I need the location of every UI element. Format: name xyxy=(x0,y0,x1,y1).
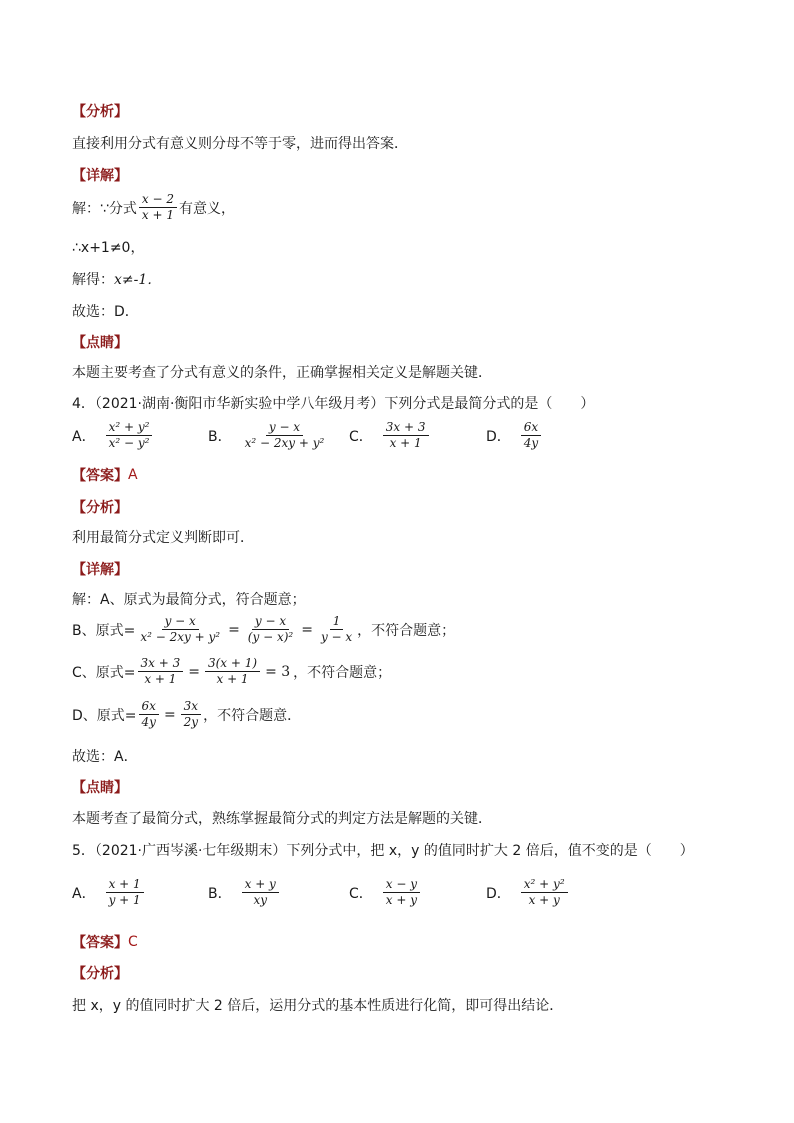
q5-analysis-text: 把 x，y 的值同时扩大 2 倍后，运用分式的基本性质进行化简，即可得出结论． xyxy=(72,998,564,1014)
solution-line-4: 故选：D． xyxy=(72,304,139,320)
q4-answer: 【答案】 A xyxy=(72,467,138,484)
q5-option-c: C． $\frac{x - y}{x + y}$ xyxy=(349,877,422,908)
solution-line-1: 解：∵分式 $\frac{x - 2}{x + 1}$ 有意义， xyxy=(72,192,236,222)
fraction: $\frac{x - 2}{x + 1}$ xyxy=(139,192,177,223)
comment-tag: 【点睛】 xyxy=(72,335,128,351)
q4-option-c: C． $\frac{3x + 3}{x + 1}$ xyxy=(349,420,431,451)
q4-detail-tag: 【详解】 xyxy=(72,562,128,578)
detail-tag: 【详解】 xyxy=(72,168,128,184)
q5-option-d: D． $\frac{\text{x² + y²}}{x + y}$ xyxy=(486,877,570,908)
q4-detail-a: 解：A、原式为最简分式，符合题意； xyxy=(72,592,306,608)
q4-option-d: D． $\frac{6x}{4y}$ xyxy=(486,420,543,451)
solution-line-2: ∴x+1≠0， xyxy=(72,240,145,256)
solution-line-3: 解得： x≠-1． xyxy=(72,272,162,288)
analysis-text: 直接利用分式有意义则分母不等于零，进而得出答案． xyxy=(72,136,408,152)
analysis-tag: 【分析】 xyxy=(72,104,128,120)
q5-option-b: B． $\frac{x + y}{xy}$ xyxy=(208,877,281,908)
q4-choose: 故选：A． xyxy=(72,749,138,765)
q4-option-a: A． $\frac{\text{x² + y²}}{\text{x² − y²}}$ xyxy=(72,420,154,451)
question-5-stem: 5．（2021·广西岑溪·七年级期末）下列分式中，把 x，y 的值同时扩大 2 倍后，值不变的是（ ） xyxy=(72,843,694,859)
q4-comment-tag: 【点睛】 xyxy=(72,780,128,796)
q4-analysis-tag: 【分析】 xyxy=(72,500,128,516)
q4-option-b: B． $\frac{y - x}{\text{x² − 2xy + y²}}$ xyxy=(208,420,325,450)
q5-option-a: A． $\frac{x + 1}{y + 1}$ xyxy=(72,877,146,908)
q4-detail-c: C、原式= $\frac{3x + 3}{x + 1}$ = $\frac{3(x + 1)}{x + 1}$ = 3 ，不符合题意； xyxy=(72,656,392,686)
comment-text: 本题主要考查了分式有意义的条件，正确掌握相关定义是解题关键． xyxy=(72,365,492,381)
question-4-stem: 4．（2021·湖南·衡阳市华新实验中学八年级月考）下列分式是最简分式的是（ ） xyxy=(72,396,595,412)
q4-analysis-text: 利用最简分式定义判断即可． xyxy=(72,530,254,546)
q4-detail-d: D、原式= $\frac{6x}{4y}$ = $\frac{3x}{2y}$ ，不符合题意． xyxy=(72,699,302,729)
q4-detail-b: B、原式= $\frac{y - x}{\text{x² − 2xy + y²}}$ = $\frac{y - x}{\text{(y − x)²}}$ = $\frac{1}{y - x}$ ，不符合题意； xyxy=(72,614,456,644)
q5-analysis-tag: 【分析】 xyxy=(72,966,128,982)
q4-comment-text: 本题考查了最简分式，熟练掌握最简分式的判定方法是解题的关键． xyxy=(72,811,492,827)
q5-answer: 【答案】 C xyxy=(72,934,138,951)
